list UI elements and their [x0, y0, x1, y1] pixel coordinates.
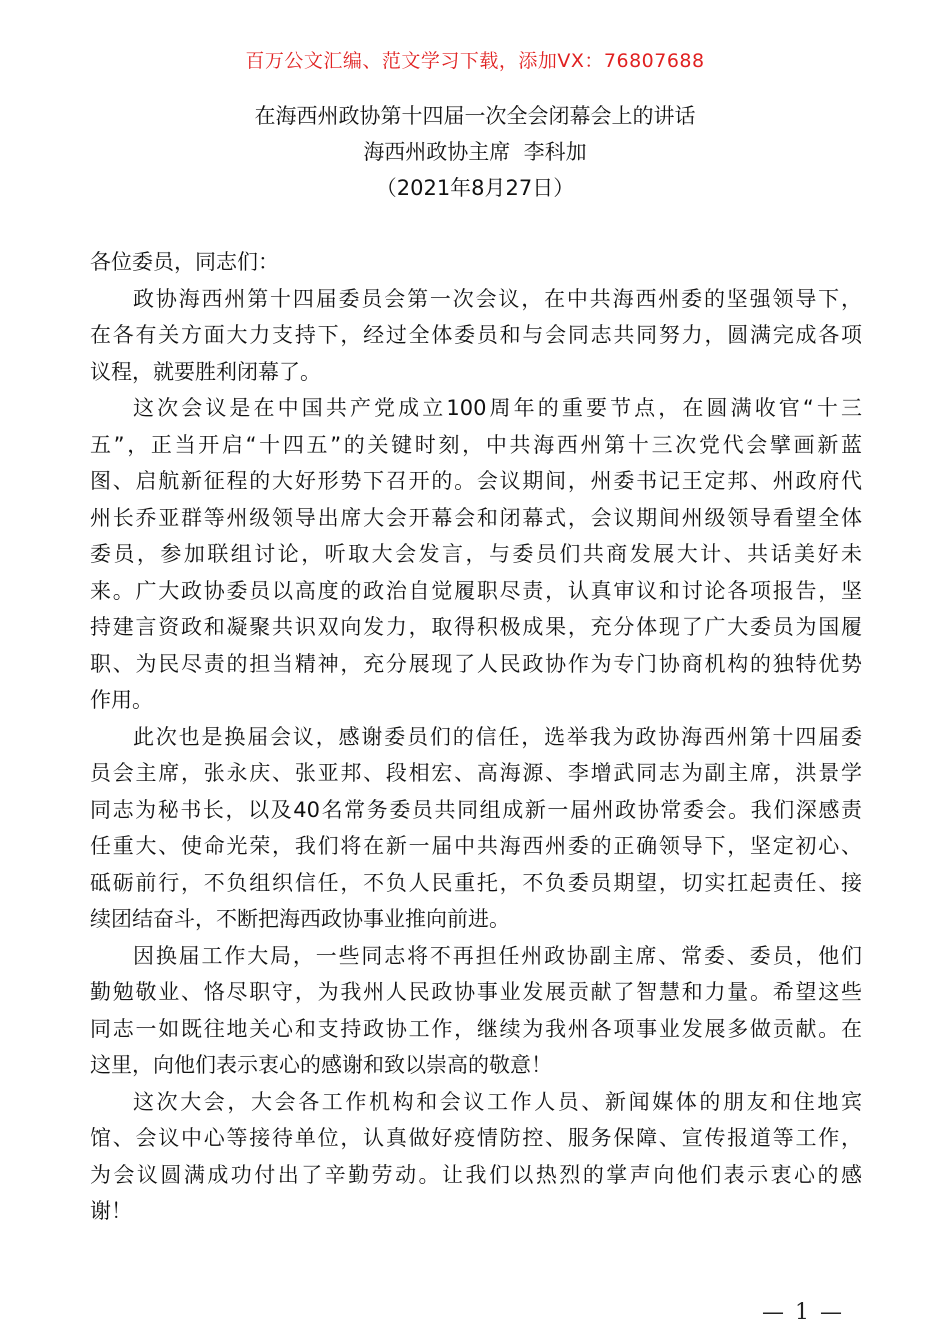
paragraph-line: 馆、会议中心等接待单位，认真做好疫情防控、服务保障、宣传报道等工作， — [90, 1126, 862, 1150]
paragraph-line: 任重大、使命光荣，我们将在新一届中共海西州委的正确领导下，坚定初心、 — [90, 834, 862, 858]
paragraph-1 — [90, 281, 862, 391]
paragraph-line: 员会主席，张永庆、张亚邦、段相宏、高海源、李增武同志为副主席，洪景学 — [90, 761, 862, 785]
paragraph-line: 同志为秘书长，以及40名常务委员共同组成新一届州政协常委会。我们深感责 — [90, 797, 862, 822]
speech-title: 在海西州政协第十四届一次全会闭幕会上的讲话 — [254, 104, 696, 128]
paragraph-line: 为会议圆满成功付出了辛勤劳动。让我们以热烈的掌声向他们表示衷心的感 — [90, 1162, 862, 1187]
paragraph-4 — [90, 938, 862, 1084]
paragraph-line: 图、启航新征程的大好形势下召开的。会议期间，州委书记王定邦、州政府代 — [90, 469, 862, 493]
paragraph-3 — [90, 719, 862, 938]
document-body — [90, 244, 862, 1230]
paragraph-line: 勤勉敬业、恪尽职守，为我州人民政协事业发展贡献了智慧和力量。希望这些 — [90, 980, 862, 1004]
paragraph-line: 这次大会，大会各工作机构和会议工作人员、新闻媒体的朋友和住地宾 — [133, 1089, 862, 1114]
paragraph-line: 砥砺前行，不负组织信任，不负人民重托，不负委员期望，切实扛起责任、接 — [90, 870, 862, 895]
paragraph-line: 州长乔亚群等州级领导出席大会开幕会和闭幕式，会议期间州级领导看望全体 — [90, 505, 862, 530]
paragraph-line: 来。广大政协委员以高度的政治自觉履职尽责，认真审议和讨论各项报告，坚 — [90, 578, 862, 603]
paragraph-line: 持建言资政和凝聚共识双向发力，取得积极成果，充分体现了广大委员为国履 — [90, 615, 862, 639]
paragraph-line: 议程，就要胜利闭幕了。 — [90, 359, 321, 384]
paragraph-line: 在各有关方面大力支持下，经过全体委员和与会同志共同努力，圆满完成各项 — [90, 323, 862, 347]
paragraph-line: 这里，向他们表示衷心的感谢和致以崇高的敬意！ — [90, 1053, 552, 1077]
paragraph-line: 同志一如既往地关心和支持政协工作，继续为我州各项事业发展多做贡献。在 — [90, 1016, 862, 1041]
paragraph-line: 五”，正当开启“十四五”的关键时刻，中共海西州第十三次党代会擘画新蓝 — [90, 432, 862, 457]
paragraph-line: 作用。 — [90, 688, 153, 712]
paragraph-5 — [90, 1084, 862, 1230]
paragraph-line: 政协海西州第十四届委员会第一次会议，在中共海西州委的坚强领导下， — [133, 286, 862, 311]
watermark-banner: 百万公文汇编、范文学习下载，添加VX：76807688 — [245, 50, 705, 72]
page-number: — 1 — — [762, 1300, 844, 1325]
document-header — [0, 98, 950, 206]
paragraph-line: 委员，参加联组讨论，听取大会发言，与委员们共商发展大计、共话美好未 — [90, 542, 862, 566]
paragraph-line: 因换届工作大局，一些同志将不再担任州政协副主席、常委、委员，他们 — [133, 943, 862, 968]
paragraph-line: 此次也是换届会议，感谢委员们的信任，选举我为政协海西州第十四届委 — [133, 724, 862, 749]
paragraph-line: 这次会议是在中国共产党成立100周年的重要节点，在圆满收官“十三 — [133, 396, 862, 420]
paragraph-line: 续团结奋斗，不断把海西政协事业推向前进。 — [90, 907, 510, 931]
paragraph-line: 谢！ — [90, 1199, 132, 1223]
speech-date: （2021年8月27日） — [375, 176, 575, 200]
salutation: 各位委员，同志们： — [90, 250, 279, 274]
paragraph-line: 职、为民尽责的担当精神，充分展现了人民政协作为专门协商机构的独特优势 — [90, 651, 862, 676]
paragraph-2 — [90, 390, 862, 719]
speaker-line: 海西州政协主席 李科加 — [363, 140, 587, 164]
